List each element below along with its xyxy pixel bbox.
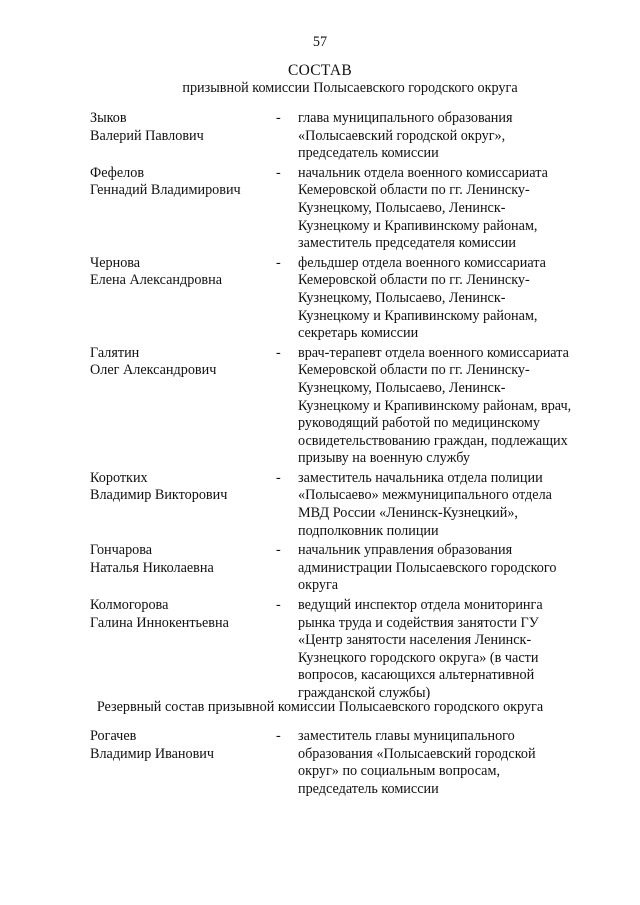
member-role-line: заместитель начальника отдела полиции: [298, 469, 543, 486]
member-name: [90, 470, 276, 505]
member-role-line: секретарь комиссии: [298, 325, 419, 342]
member-dash: -: [276, 542, 281, 559]
member-role-line: гражданской службы): [298, 685, 431, 701]
member-role-line: образования «Полысаевский городской: [298, 745, 536, 762]
member-entry: [90, 345, 610, 468]
member-role-line: призыву на военную службу: [298, 450, 470, 467]
member-name-line: Валерий Павлович: [90, 127, 204, 144]
member-role: [298, 165, 598, 253]
member-entry: [90, 255, 610, 343]
document-title: СОСТАВ: [287, 62, 353, 79]
member-entry: [90, 728, 610, 798]
member-name: [90, 255, 276, 290]
member-role-line: ведущий инспектор отдела мониторинга: [298, 597, 543, 614]
member-role-line: начальник управления образования: [298, 542, 513, 559]
member-role-line: Кемеровской области по гг. Ленинску-: [298, 182, 530, 199]
member-role: [298, 255, 598, 343]
page-number: 57: [312, 34, 328, 50]
member-role-line: подполковник полиции: [298, 522, 439, 539]
member-entry: [90, 165, 610, 253]
member-name-line: Гончарова: [90, 542, 153, 559]
member-name-line: Геннадий Владимирович: [90, 182, 241, 199]
member-dash: -: [276, 728, 281, 744]
member-dash: -: [276, 110, 281, 126]
member-role-line: начальник отдела военного комиссариата: [298, 164, 548, 181]
member-name-line: Коротких: [90, 469, 148, 486]
member-role-line: Кузнецкому, Полысаево, Ленинск-: [298, 199, 506, 216]
member-dash: -: [276, 597, 281, 614]
member-role-line: «Полысаевский городской округ»,: [298, 127, 506, 144]
member-entry: [90, 470, 610, 540]
member-name: [90, 110, 276, 145]
member-role-line: Кузнецкого городского округа» (в части: [298, 649, 539, 666]
member-role: [298, 345, 598, 468]
member-role-line: Кемеровской области по гг. Ленинску-: [298, 272, 530, 289]
member-role-line: МВД России «Ленинск-Кузнецкий»,: [298, 505, 518, 522]
member-dash: -: [276, 164, 281, 181]
member-role-line: Кузнецкому, Полысаево, Ленинск-: [298, 379, 506, 396]
member-role-line: вопросов, касающихся альтернативной: [298, 667, 535, 684]
member-entry: [90, 542, 610, 595]
member-role-line: округ» по социальным вопросам,: [298, 763, 500, 780]
document-subtitle: призывной комиссии Полысаевского городского округа: [182, 80, 518, 96]
reserve-roster: [90, 728, 610, 800]
member-dash: -: [276, 254, 281, 271]
member-name-line: Олег Александрович: [90, 362, 217, 379]
reserve-heading: Резервный состав призывной комиссии Полысаевского городского округа: [96, 699, 544, 715]
member-role-line: фельдшер отдела военного комиссариата: [298, 254, 546, 271]
member-role-line: Кузнецкому и Крапивинскому районам,: [298, 217, 538, 234]
member-role-line: «Полысаево» межмуниципального отдела: [298, 487, 552, 504]
member-role-line: Кемеровской области по гг. Ленинску-: [298, 362, 530, 379]
member-role-line: заместитель главы муниципального: [298, 728, 515, 744]
member-role-line: Кузнецкому и Крапивинскому районам, врач,: [298, 397, 572, 414]
member-role: [298, 728, 598, 798]
member-role-line: Кузнецкому и Крапивинскому районам,: [298, 307, 538, 324]
member-role: [298, 110, 598, 163]
member-name: [90, 165, 276, 200]
member-role-line: «Центр занятости населения Ленинск-: [298, 632, 532, 649]
member-role-line: заместитель председателя комиссии: [298, 235, 516, 252]
member-role-line: руководящий работой по медицинскому: [298, 415, 540, 432]
member-role-line: председатель комиссии: [298, 780, 439, 797]
member-name-line: Колмогорова: [90, 597, 169, 614]
commission-roster: [90, 110, 610, 705]
member-name: [90, 728, 276, 763]
member-role-line: округа: [298, 577, 339, 594]
member-name-line: Владимир Викторович: [90, 487, 228, 504]
member-role-line: врач-терапевт отдела военного комиссариата: [298, 344, 569, 361]
member-name-line: Фефелов: [90, 164, 145, 181]
member-role-line: Кузнецкому, Полысаево, Ленинск-: [298, 289, 506, 306]
member-entry: [90, 110, 610, 163]
member-name-line: Елена Александровна: [90, 272, 222, 289]
member-name: [90, 345, 276, 380]
member-name-line: Наталья Николаевна: [90, 559, 214, 576]
member-role: [298, 470, 598, 540]
member-name-line: Галятин: [90, 344, 140, 361]
member-name-line: Рогачев: [90, 728, 137, 744]
member-name: [90, 542, 276, 577]
member-name: [90, 597, 276, 632]
member-name-line: Чернова: [90, 254, 141, 271]
member-role-line: председатель комиссии: [298, 145, 439, 162]
member-role-line: рынка труда и содействия занятости ГУ: [298, 614, 539, 631]
member-role: [298, 597, 598, 703]
member-name-line: Владимир Иванович: [90, 745, 215, 762]
member-name-line: Зыков: [90, 110, 127, 126]
member-dash: -: [276, 344, 281, 361]
member-role-line: освидетельствованию граждан, подлежащих: [298, 432, 568, 449]
member-role: [298, 542, 598, 595]
member-role-line: глава муниципального образования: [298, 110, 513, 126]
member-role-line: администрации Полысаевского городского: [298, 559, 557, 576]
member-dash: -: [276, 469, 281, 486]
member-name-line: Галина Иннокентьевна: [90, 614, 229, 631]
member-entry: [90, 597, 610, 703]
